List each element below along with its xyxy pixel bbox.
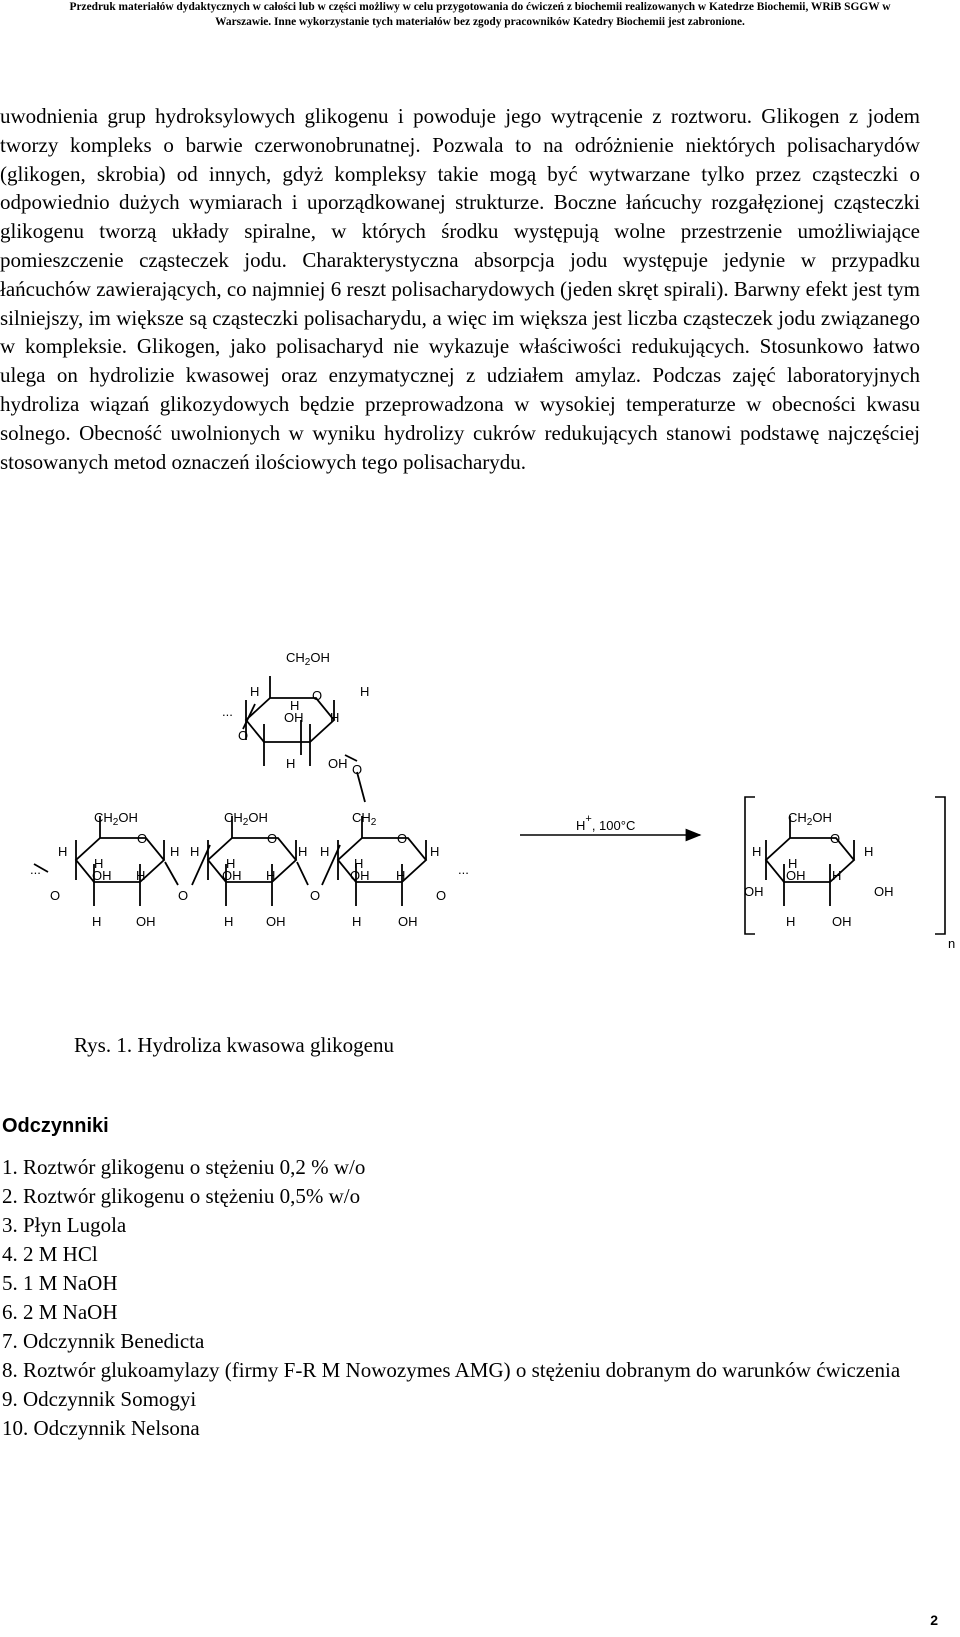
- reagent-item: 7. Odczynnik Benedicta: [2, 1329, 205, 1353]
- copyright-header: [0, 0, 960, 30]
- oh-label: OH: [266, 914, 286, 929]
- h-label: H: [250, 684, 260, 699]
- h-label: H: [430, 844, 440, 859]
- h-label: H: [832, 868, 842, 883]
- h-label: H: [786, 914, 796, 929]
- ellipsis: ...: [222, 704, 233, 719]
- oh-label: OH: [328, 756, 348, 771]
- glucose-ring-chain-3: [338, 816, 426, 906]
- h-label: H: [352, 914, 362, 929]
- oh-label: OH: [744, 884, 764, 899]
- h-label: H: [94, 856, 104, 871]
- glucose-ring-chain-2: [208, 816, 296, 906]
- oh-label: OH: [398, 914, 418, 929]
- ch2-label: $CH_2$: [352, 810, 377, 828]
- reagent-item: 6. 2 M NaOH: [2, 1300, 118, 1324]
- h-label: H: [286, 756, 296, 771]
- glycosidic-oxygen: O: [50, 888, 61, 903]
- ellipsis: ...: [458, 862, 469, 877]
- glycosidic-oxygen: O: [436, 888, 447, 903]
- glycosidic-oxygen: O: [238, 728, 249, 743]
- reaction-scheme: [0, 650, 960, 1000]
- reagent-item: 5. 1 M NaOH: [2, 1271, 118, 1295]
- reaction-conditions: H+, 100°C: [576, 813, 636, 833]
- reagents-list: [2, 1153, 902, 1443]
- ring-oxygen: O: [830, 831, 841, 846]
- h-label: H: [226, 856, 236, 871]
- oh-label: OH: [350, 868, 370, 883]
- reagent-item: 8. Roztwór glukoamylazy (firmy F-R M Nowozymes AMG) o stężeniu dobranym do warunków ćwiczenia: [2, 1358, 901, 1382]
- oh-label: OH: [832, 914, 852, 929]
- h-label: H: [58, 844, 68, 859]
- ch2oh-label: $CH_2OH$: [286, 650, 330, 668]
- reagent-item: 1. Roztwór glikogenu o stężeniu 0,2 % w/o: [2, 1155, 366, 1179]
- left-bracket: [745, 797, 755, 934]
- ellipsis: ...: [30, 862, 41, 877]
- h-label: H: [92, 914, 102, 929]
- h-label: H: [298, 844, 308, 859]
- glycosidic-oxygen: O: [178, 888, 189, 903]
- h-label: H: [354, 856, 364, 871]
- reagents-heading: Odczynniki: [2, 1115, 109, 1137]
- ch2oh-label: $CH_2OH$: [94, 810, 138, 828]
- ring-oxygen: O: [267, 831, 278, 846]
- h-label: H: [330, 710, 340, 725]
- h-label: H: [360, 684, 370, 699]
- glycogen-hydrolysis-figure: [0, 650, 960, 1000]
- oh-label: OH: [284, 710, 304, 725]
- glycosidic-links: [34, 704, 365, 885]
- ch2oh-label: $CH_2OH$: [788, 810, 832, 828]
- reagent-item: 10. Odczynnik Nelsona: [2, 1416, 200, 1440]
- oh-label: OH: [92, 868, 112, 883]
- right-bracket: [935, 797, 945, 934]
- h-label: H: [266, 868, 276, 883]
- reagent-item: 9. Odczynnik Somogyi: [2, 1387, 197, 1411]
- h-label: H: [290, 698, 300, 713]
- oh-label: OH: [222, 868, 242, 883]
- h-label: H: [224, 914, 234, 929]
- glycosidic-oxygen: O: [352, 762, 363, 777]
- ch2oh-label: $CH_2OH$: [224, 810, 268, 828]
- h-label: H: [788, 856, 798, 871]
- glucose-ring-chain-1: [76, 816, 164, 906]
- oh-label: OH: [136, 914, 156, 929]
- glucose-ring-product: [766, 816, 854, 906]
- h-label: H: [864, 844, 874, 859]
- reagent-item: 3. Płyn Lugola: [2, 1213, 127, 1237]
- h-label: H: [752, 844, 762, 859]
- h-label: H: [396, 868, 406, 883]
- reagent-item: 2. Roztwór glikogenu o stężeniu 0,5% w/o: [2, 1184, 361, 1208]
- page-number: 2: [930, 1612, 938, 1628]
- ring-oxygen: O: [137, 831, 148, 846]
- oh-label: OH: [786, 868, 806, 883]
- oh-label: OH: [874, 884, 894, 899]
- header-line-2: Warszawie. Inne wykorzystanie tych materiałów bez zgody pracowników Katedry Biochemii jest zabronione.: [215, 16, 745, 28]
- labels-layer: [30, 650, 894, 929]
- ring-oxygen: O: [312, 688, 323, 703]
- figure-caption: Rys. 1. Hydroliza kwasowa glikogenu: [74, 1033, 394, 1057]
- h-label: H: [136, 868, 146, 883]
- reagent-item: 4. 2 M HCl: [2, 1242, 98, 1266]
- header-line-1: Przedruk materiałów dydaktycznych w całości lub w części możliwy w celu przygotowania do ćwiczeń z biochemii realizowanych w Katedrze Biochemii, WRiB SGGW w: [69, 1, 891, 13]
- h-label: H: [320, 844, 330, 859]
- glycosidic-oxygen: O: [310, 888, 321, 903]
- repeat-subscript-n: n: [948, 936, 956, 951]
- body-paragraph: uwodnienia grup hydroksylowych glikogenu i powoduje jego wytrącenie z roztworu. Glikogen z jodem tworzy kompleks o barwie czerwonobrunatnej. Pozwala to na odróżnienie niektórych polisacharydów (glikogen, skrobia) od innych, gdyż kompleksy takie mogą być wytwarzane tylko przez cząsteczki o odpowiednio dużych wymiarach i uporządkowanej strukturze. Boczne łańcuchy rozgałęzionej cząsteczki glikogenu tworzą układy spiralne, w których środku występują wolne przestrzenie umożliwiające pomieszczenie cząsteczek jodu. Charakterystyczna absorpcja jodu występuje jedynie w przypadku łańcuchów zawierających, co najmniej 6 reszt polisacharydowych (jeden skręt spirali). Barwny efekt jest tym silniejszy, im większe są cząsteczki polisacharydu, a więc im większa jest liczba cząsteczek jodu związanego w kompleksie. Glikogen, jako polisacharyd nie wykazuje właściwości redukujących. Stosunkowo łatwo ulega on hydrolizie kwasowej oraz enzymatycznej z udziałem amylaz. Podczas zajęć laboratoryjnych hydroliza wiązań glikozydowych będzie przeprowadzona w wysokiej temperaturze w obecności kwasu solnego. Obecność uwolnionych w wyniku hydrolizy cukrów redukujących stanowi podstawę najczęściej stosowanych metod oznaczeń ilościowych tego polisacharydu.: [0, 104, 920, 474]
- h-label: H: [170, 844, 180, 859]
- ring-oxygen: O: [397, 831, 408, 846]
- h-label: H: [190, 844, 200, 859]
